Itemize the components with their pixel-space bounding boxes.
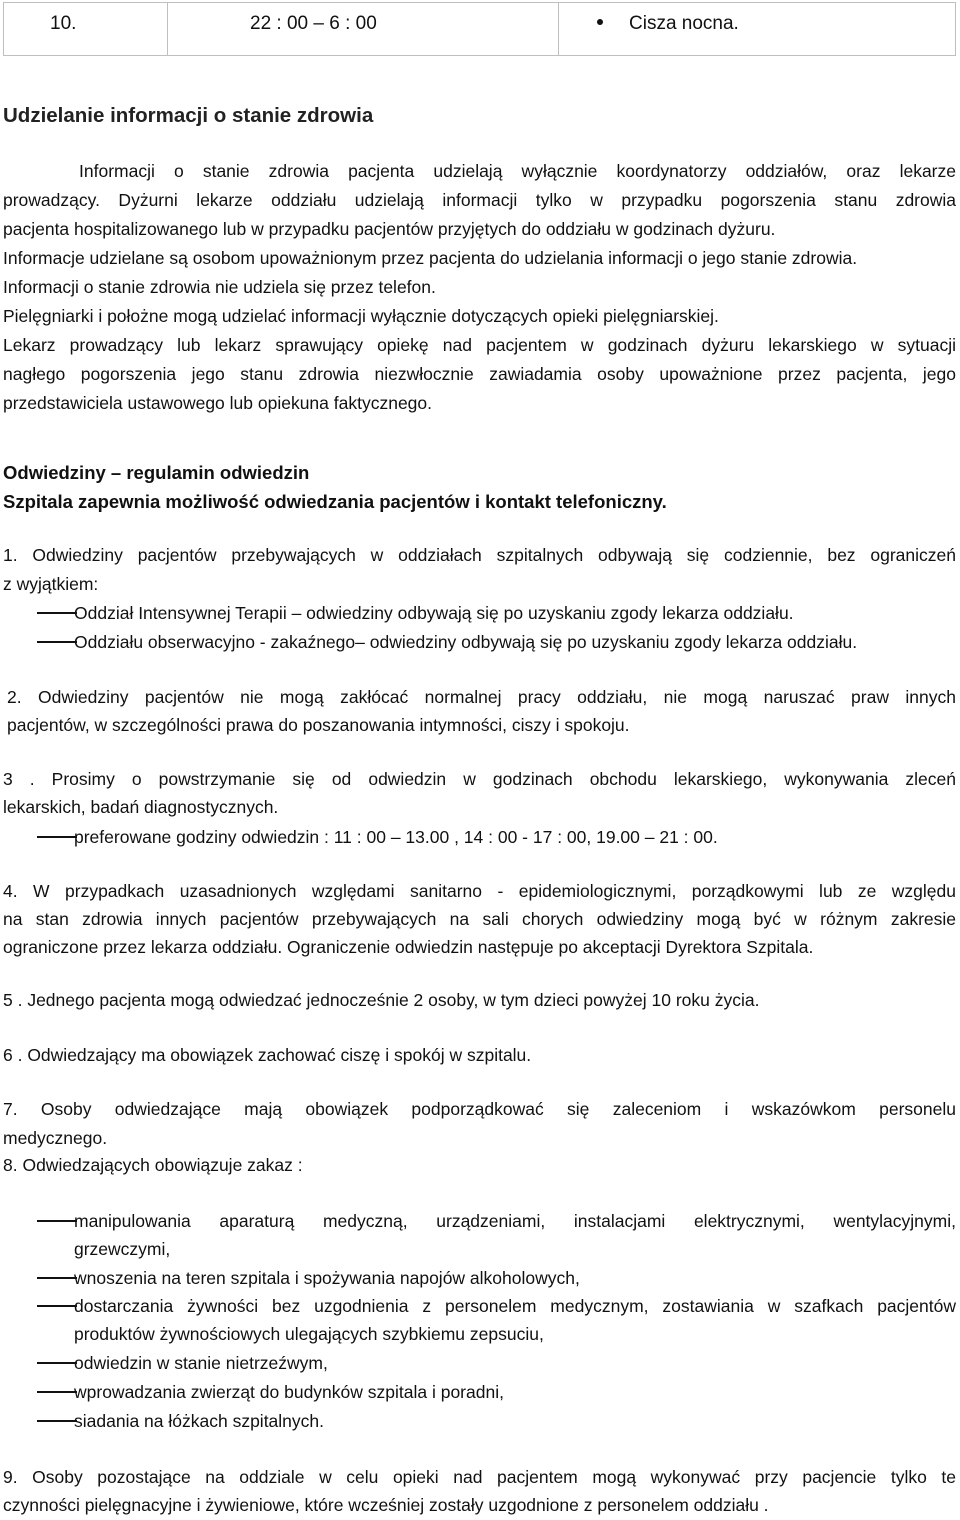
dash-icon xyxy=(37,1391,77,1393)
rule-1-item-2: Oddziału obserwacyjno - zakaźnego– odwiedziny odbywają się po uzyskaniu zgody lekarza oddziału. xyxy=(74,632,858,652)
rule-1-line2: z wyjątkiem: xyxy=(3,574,99,594)
dash-icon xyxy=(37,836,77,838)
rule-3-line2: lekarskich, badań diagnostycznych. xyxy=(3,797,279,817)
visits-subheading: Szpitala zapewnia możliwość odwiedzania pacjentów i kontakt telefoniczny. xyxy=(3,491,667,512)
bullet-icon xyxy=(597,19,603,25)
row-time: 22 : 00 – 6 : 00 xyxy=(168,3,559,56)
rule-8-item-4: odwiedzin w stanie nietrzeźwym, xyxy=(74,1353,328,1373)
rule-7-line2: medycznego. xyxy=(3,1128,108,1148)
rule-2-line2: pacjentów, w szczególności prawa do poszanowania intymności, ciszy i spokoju. xyxy=(7,715,630,735)
rule-8-item-2: wnoszenia na teren szpitala i spożywania napojów alkoholowych, xyxy=(74,1268,580,1288)
rule-3-item: preferowane godziny odwiedzin : 11 : 00 – 13.00 , 14 : 00 - 17 : 00, 19.00 – 21 : 00. xyxy=(74,827,718,847)
rule-4-line2: na stan zdrowia innych pacjentów przebywających na sali chorych odwiedziny mogą być w różnym zakresie xyxy=(3,909,956,929)
dash-icon xyxy=(37,641,77,643)
health-info-p1-line1: Informacji o stanie zdrowia pacjenta udzielają wyłącznie koordynatorzy oddziałów, oraz lekarze xyxy=(79,161,956,181)
rule-3-line1: 3 . Prosimy o powstrzymanie się od odwiedzin w godzinach obchodu lekarskiego, wykonywania zleceń xyxy=(3,769,956,789)
rule-9-line2: czynności pielęgnacyjne i żywieniowe, które wcześniej zostały uzgodnione z personelem oddziału . xyxy=(3,1495,769,1515)
health-info-p5-line1: Lekarz prowadzący lub lekarz sprawujący opiekę nad pacjentem w godzinach dyżuru lekarskiego w sytuacji xyxy=(3,335,956,355)
rule-2-line1: 2. Odwiedziny pacjentów nie mogą zakłócać normalnej pracy oddziału, nie mogą naruszać praw innych xyxy=(7,687,956,707)
health-info-p1-line3: pacjenta hospitalizowanego lub w przypadku pacjentów przyjętych do oddziału w godzinach dyżuru. xyxy=(3,219,776,239)
rule-8-item-1-line2: grzewczymi, xyxy=(74,1239,171,1259)
rule-8-item-1-line1: manipulowania aparaturą medyczną, urządzeniami, instalacjami elektrycznymi, wentylacyjnymi, xyxy=(74,1211,956,1231)
dash-icon xyxy=(37,1362,77,1364)
dash-icon xyxy=(37,1305,77,1307)
rule-5: 5 . Jednego pacjenta mogą odwiedzać jednocześnie 2 osoby, w tym dzieci powyżej 10 roku życia. xyxy=(3,990,760,1010)
schedule-table xyxy=(3,2,956,56)
dash-icon xyxy=(37,1420,77,1422)
health-info-p1-line2: prowadzący. Dyżurni lekarze oddziału udzielają informacji tylko w przypadku pogorszenia stanu zdrowia xyxy=(3,190,956,210)
rule-4-line3: ograniczone przez lekarza oddziału. Ograniczenie odwiedzin następuje po akceptacji Dyrektora Szpitala. xyxy=(3,937,814,957)
rule-1-line1: 1. Odwiedziny pacjentów przebywających w oddziałach szpitalnych odbywają się codziennie, bez ograniczeń xyxy=(3,545,956,565)
health-info-p5-line3: przedstawiciela ustawowego lub opiekuna faktycznego. xyxy=(3,393,433,413)
health-info-p3: Informacji o stanie zdrowia nie udziela się przez telefon. xyxy=(3,277,436,297)
health-info-p4: Pielęgniarki i położne mogą udzielać informacji wyłącznie dotyczących opieki pielęgniarskiej. xyxy=(3,306,719,326)
visits-heading: Odwiedziny – regulamin odwiedzin xyxy=(3,462,310,483)
dash-icon xyxy=(37,612,77,614)
rule-8: 8. Odwiedzających obowiązuje zakaz : xyxy=(3,1155,303,1175)
row-label-cell xyxy=(559,3,956,56)
rule-9-line1: 9. Osoby pozostające na oddziale w celu opieki nad pacjentem mogą wykonywać przy pacjencie tylko te xyxy=(3,1467,956,1487)
rule-7-line1: 7. Osoby odwiedzające mają obowiązek podporządkować się zaleceniom i wskazówkom personelu xyxy=(3,1099,956,1119)
rule-8-item-6: siadania na łóżkach szpitalnych. xyxy=(74,1411,325,1431)
rule-8-item-3-line2: produktów żywnościowych ulegających szybkiemu zepsuciu, xyxy=(74,1324,544,1344)
health-info-heading: Udzielanie informacji o stanie zdrowia xyxy=(3,104,374,127)
table-row xyxy=(4,3,956,56)
health-info-p2: Informacje udzielane są osobom upoważnionym przez pacjenta do udzielania informacji o jego stanie zdrowia. xyxy=(3,248,858,268)
row-number: 10. xyxy=(4,3,168,56)
rule-6: 6 . Odwiedzający ma obowiązek zachować ciszę i spokój w szpitalu. xyxy=(3,1045,532,1065)
rule-1-item-1: Oddział Intensywnej Terapii – odwiedziny odbywają się po uzyskaniu zgody lekarza oddziału. xyxy=(74,603,794,623)
rule-8-item-3-line1: dostarczania żywności bez uzgodnienia z personelem medycznym, zostawiania w szafkach pacjentów xyxy=(74,1296,956,1316)
dash-icon xyxy=(37,1277,77,1279)
rule-8-item-5: wprowadzania zwierząt do budynków szpitala i poradni, xyxy=(74,1382,504,1402)
dash-icon xyxy=(37,1220,77,1222)
document-page xyxy=(3,0,956,1515)
rule-4-line1: 4. W przypadkach uzasadnionych względami sanitarno - epidemiologicznymi, porządkowymi lub ze względu xyxy=(3,881,956,901)
row-label: Cisza nocna. xyxy=(629,13,739,34)
health-info-p5-line2: nagłego pogorszenia jego stanu zdrowia niezwłocznie zawiadamia osoby upoważnione przez pacjenta, jego xyxy=(3,364,956,384)
